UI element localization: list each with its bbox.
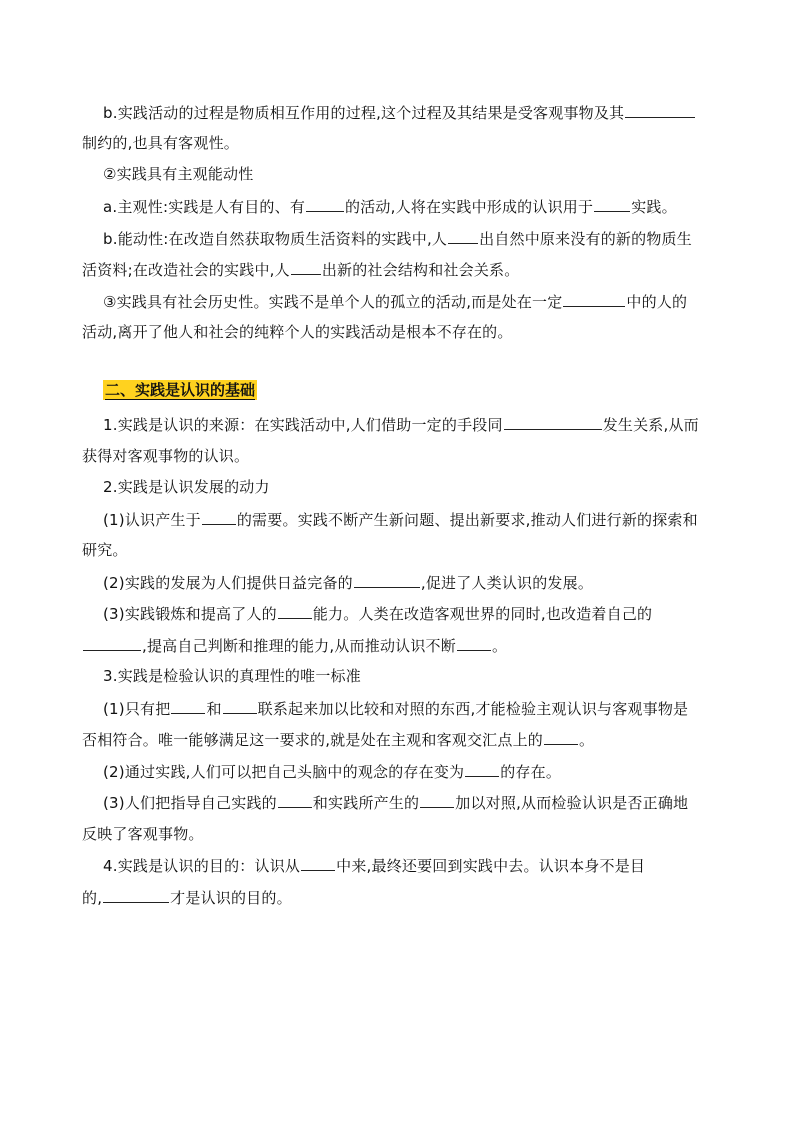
text: 中的人的 <box>626 293 688 311</box>
criterion-2-line <box>103 761 561 782</box>
objectivity-line-2 <box>82 133 239 153</box>
text: ②实践具有主观能动性 <box>103 165 254 183</box>
text: b.能动性:在改造自然获取物质生活资料的实践中,人 <box>103 230 448 248</box>
text: (3)实践锻炼和提高了人的 <box>103 605 277 623</box>
source-line-2 <box>82 446 249 466</box>
fill-blank[interactable] <box>278 603 312 619</box>
criterion-1-line-1 <box>103 698 688 719</box>
text: ,促进了人类认识的发展。 <box>420 574 594 592</box>
text: 能力。人类在改造客观世界的同时,也改造着自己的 <box>312 605 653 623</box>
text: 反映了客观事物。 <box>82 825 204 843</box>
text: 的需要。实践不断产生新问题、提出新要求,推动人们进行新的探索和 <box>236 511 698 529</box>
purpose-line-2 <box>82 887 292 908</box>
criterion-1-line-2 <box>82 729 594 750</box>
fill-blank[interactable] <box>306 196 344 212</box>
subjectivity-line <box>103 196 677 217</box>
text: 。 <box>578 731 595 749</box>
text: 2.实践是认识发展的动力 <box>103 478 270 496</box>
text: 联系起来加以比较和对照的东西,才能检验主观认识与客观事物是 <box>257 700 689 718</box>
text: 和实践所产生的 <box>312 794 420 812</box>
text: 1.实践是认识的来源：在实践活动中,人们借助一定的手段同 <box>103 416 503 434</box>
text: 研究。 <box>82 541 128 559</box>
objectivity-line-1 <box>103 102 696 123</box>
text: (2)实践的发展为人们提供日益完备的 <box>103 574 353 592</box>
subjective-activity-title <box>103 164 253 184</box>
driving-force-3-line-2 <box>82 635 507 656</box>
purpose-line-1 <box>103 855 645 876</box>
fill-blank[interactable] <box>223 698 257 714</box>
driving-force-2-line <box>103 572 593 593</box>
fill-blank[interactable] <box>83 635 141 651</box>
text: 出新的社会结构和社会关系。 <box>321 261 520 279</box>
text: 出自然中原来没有的新的物质生 <box>479 230 692 248</box>
text: 的存在。 <box>500 763 562 781</box>
text: 。 <box>491 637 508 655</box>
fill-blank[interactable] <box>103 887 169 903</box>
fill-blank[interactable] <box>301 855 335 871</box>
fill-blank[interactable] <box>420 792 454 808</box>
fill-blank[interactable] <box>625 102 695 118</box>
driving-force-title <box>103 477 270 497</box>
driving-force-1-line-1 <box>103 509 698 530</box>
text: 否相符合。唯一能够满足这一要求的,就是处在主观和客观交汇点上的 <box>82 731 543 749</box>
fill-blank[interactable] <box>594 196 630 212</box>
text: a.主观性:实践是人有目的、有 <box>103 198 306 216</box>
source-line-1 <box>103 414 699 435</box>
fill-blank[interactable] <box>544 729 578 745</box>
text: 的活动,人将在实践中形成的认识用于 <box>345 198 594 216</box>
text: 活资料;在改造社会的实践中,人 <box>82 261 290 279</box>
criterion-3-line-2 <box>82 824 204 844</box>
text: 4.实践是认识的目的：认识从 <box>103 857 301 875</box>
text: 实践。 <box>631 198 677 216</box>
fill-blank[interactable] <box>457 635 491 651</box>
text: ,提高自己判断和推理的能力,从而推动认识不断 <box>142 637 456 655</box>
text: 发生关系,从而 <box>602 416 699 434</box>
fill-blank[interactable] <box>354 572 420 588</box>
text: 中来,最终还要回到实践中去。认识本身不是目 <box>336 857 646 875</box>
fill-blank[interactable] <box>504 414 602 430</box>
text: ③实践具有社会历史性。实践不是单个人的孤立的活动,而是处在一定 <box>103 293 563 311</box>
activity-line-1 <box>103 228 692 249</box>
social-history-line-1 <box>103 291 687 312</box>
text: b.实践活动的过程是物质相互作用的过程,这个过程及其结果是受客观事物及其 <box>103 104 625 122</box>
text: (3)人们把指导自己实践的 <box>103 794 277 812</box>
text: (2)通过实践,人们可以把自己头脑中的观念的存在变为 <box>103 763 465 781</box>
text: 和 <box>206 700 222 718</box>
driving-force-3-line-1 <box>103 603 652 624</box>
text: 的, <box>82 889 103 907</box>
text: 活动,离开了他人和社会的纯粹个人的实践活动是根本不存在的。 <box>82 323 513 341</box>
fill-blank[interactable] <box>465 761 499 777</box>
heading-text: 二、实践是认识的基础 <box>105 381 256 399</box>
text: 才是认识的目的。 <box>170 889 292 907</box>
fill-blank[interactable] <box>291 259 321 275</box>
text: (1)只有把 <box>103 700 171 718</box>
activity-line-2 <box>82 259 519 280</box>
criterion-title <box>103 666 361 686</box>
fill-blank[interactable] <box>278 792 312 808</box>
text: 制约的,也具有客观性。 <box>82 134 239 152</box>
text: 加以对照,从而检验认识是否正确地 <box>455 794 689 812</box>
social-history-line-2 <box>82 322 513 342</box>
criterion-3-line-1 <box>103 792 688 813</box>
text: 3.实践是检验认识的真理性的唯一标准 <box>103 667 361 685</box>
fill-blank[interactable] <box>202 509 236 525</box>
text: (1)认识产生于 <box>103 511 201 529</box>
text: 获得对客观事物的认识。 <box>82 447 250 465</box>
fill-blank[interactable] <box>448 228 478 244</box>
fill-blank[interactable] <box>563 291 625 307</box>
section-heading <box>103 380 257 400</box>
driving-force-1-line-2 <box>82 540 128 560</box>
fill-blank[interactable] <box>171 698 205 714</box>
